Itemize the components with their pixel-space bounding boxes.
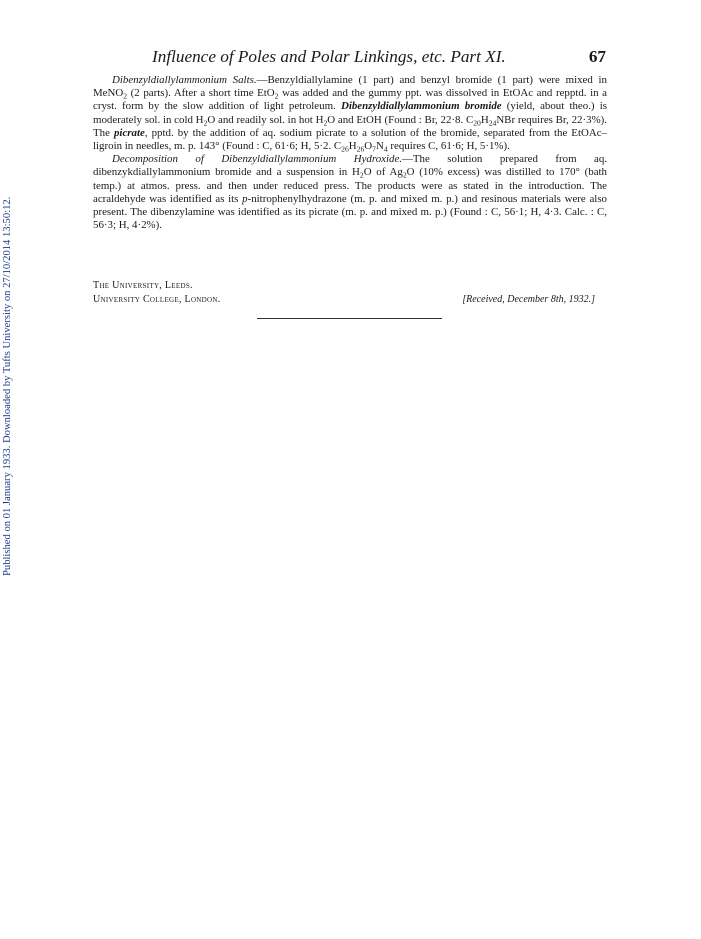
text-run: (2 parts). After a short time EtO bbox=[127, 87, 275, 100]
paragraph-salts bbox=[93, 74, 607, 153]
text-run: O bbox=[364, 140, 373, 153]
subscript: 26 bbox=[341, 144, 349, 154]
section-heading: Decomposition of Dibenzyldiallylammonium Hydroxide. bbox=[112, 153, 402, 166]
text-run: N bbox=[375, 140, 384, 153]
page-title: Influence of Poles and Polar Linkings, etc. Part XI. bbox=[152, 47, 506, 66]
text-run: H bbox=[348, 140, 357, 153]
subscript: 20 bbox=[473, 117, 481, 127]
text-run: O and readily sol. in hot H bbox=[207, 113, 324, 126]
affiliation-block bbox=[93, 279, 607, 307]
section-heading: Dibenzyldiallylammonium Salts. bbox=[112, 74, 257, 86]
compound-name: Dibenzyldiallylammonium bromide bbox=[340, 100, 502, 113]
affiliation-london: University College, London. bbox=[93, 294, 221, 305]
running-head bbox=[152, 47, 612, 69]
text-run: NBr requires Br, 22·3%). The bbox=[93, 113, 607, 139]
italic-prefix: p bbox=[242, 192, 248, 205]
text-run: requires C, 61·6; H, 5·1%). bbox=[387, 140, 510, 153]
compound-name: picrate bbox=[113, 126, 145, 139]
subscript: 2 bbox=[123, 91, 128, 101]
subscript: 2 bbox=[203, 117, 208, 127]
subscript: 4 bbox=[383, 144, 388, 154]
subscript: 2 bbox=[323, 117, 328, 127]
page-number: 67 bbox=[588, 47, 606, 66]
subscript: 2 bbox=[274, 91, 279, 101]
end-rule bbox=[257, 318, 442, 319]
text-run: , pptd. by the addition of aq. sodium picrate to a solution of the bromide, separated from the EtOAc–ligroin in needles, m. p. 143° (Found : C, 61·6; H, 5·2. C bbox=[93, 126, 607, 153]
text-run: was added and the gummy ppt. was dissolved in EtOAc and repptd. in a cryst. form by the slow addition of light petroleum. bbox=[93, 87, 607, 113]
subscript: 24 bbox=[488, 117, 497, 127]
subscript: 26 bbox=[356, 144, 365, 154]
text-run: —The solution prepared from aq. dibenzykdiallylammonium bromide and a suspension in H bbox=[93, 153, 607, 179]
text-run: -nitrophenylhydrazone (m. p. and mixed m. p.) and resinous materials were also present. The dibenzylamine was identified as its picrate (m. p. and mixed m. p.) (Found : C, 56·1; H, 4·3. Calc. : C, 56·3; H, 4·2%). bbox=[93, 192, 608, 232]
article-body bbox=[93, 74, 607, 232]
text-run: O and EtOH (Found : Br, 22·8. C bbox=[327, 113, 474, 126]
affiliation-leeds: The University, Leeds. bbox=[93, 280, 193, 291]
subscript: 2 bbox=[359, 170, 364, 180]
text-run: (yield, about theo.) is moderately sol. in cold H bbox=[93, 100, 607, 126]
text-run: H bbox=[480, 113, 489, 126]
subscript: 7 bbox=[372, 144, 376, 154]
text-run: —Benzyldiallylamine (1 part) and benzyl bromide (1 part) were mixed in MeNO bbox=[93, 74, 607, 100]
subscript: 2 bbox=[402, 170, 407, 180]
text-run: O (10% excess) was distilled to 170° (bath temp.) at atmos. press. and then under reduced press. The products were as stated in the introduction. The acraldehyde was identified as its bbox=[93, 166, 607, 205]
text-run: O of Ag bbox=[363, 166, 403, 179]
paragraph-decomposition bbox=[93, 153, 607, 232]
download-watermark: Published on 01 January 1933. Downloaded by Tufts University on 27/10/2014 13:50:12. bbox=[2, 196, 13, 576]
received-date: [Received, December 8th, 1932.] bbox=[462, 294, 595, 305]
